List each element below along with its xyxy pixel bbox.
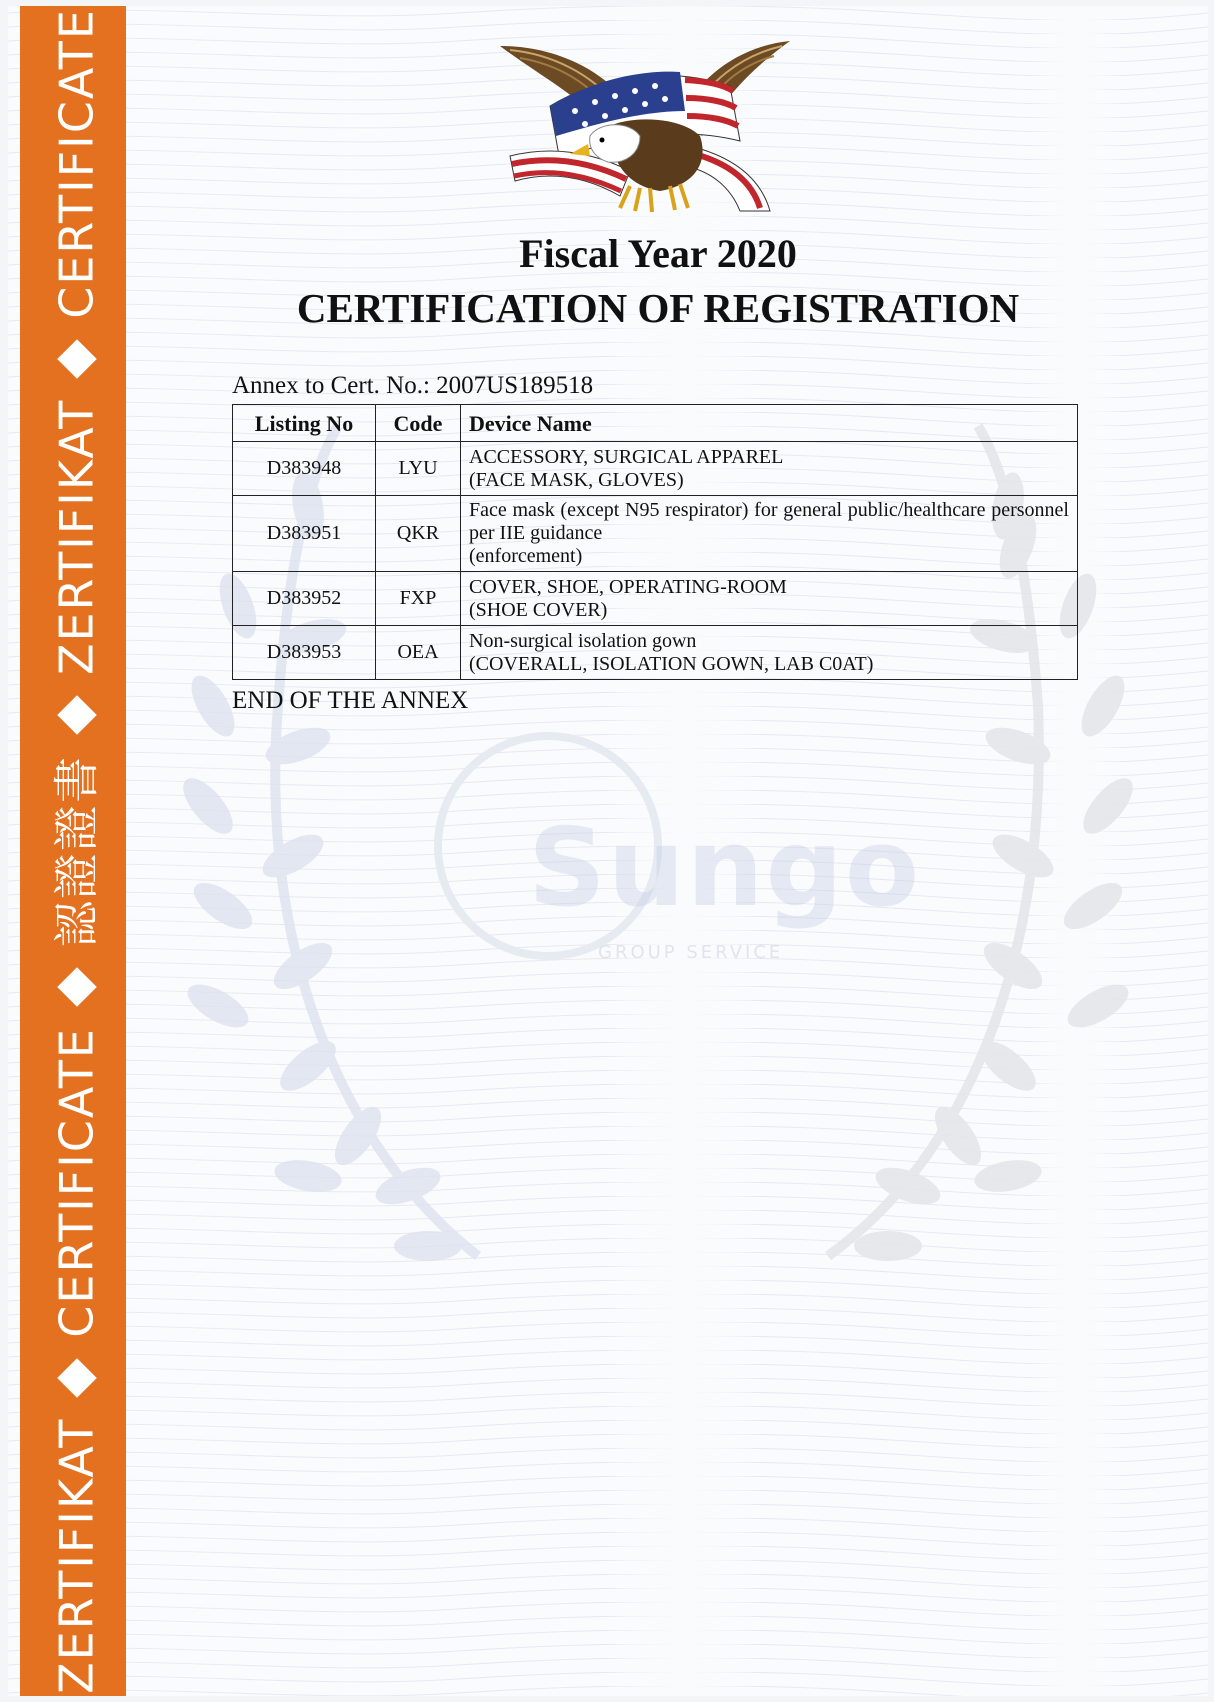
code-cell: QKR	[376, 496, 461, 572]
side-band-segment: CERTIFICATE	[49, 1027, 104, 1338]
certificate-title: CERTIFICATION OF REGISTRATION	[296, 285, 1020, 331]
table-row	[233, 626, 1078, 680]
table-row	[233, 496, 1078, 572]
listing-no-cell: D383953	[233, 626, 376, 680]
diamond-icon	[57, 339, 97, 379]
side-band-text	[43, 6, 103, 1696]
device-name-cell	[461, 496, 1078, 572]
certificate-side-band	[20, 6, 126, 1696]
device-listing-table	[232, 404, 1078, 680]
device-name-line: (COVERALL, ISOLATION GOWN, LAB C0AT)	[469, 652, 874, 675]
listing-no-cell: D383948	[233, 442, 376, 496]
code-cell: FXP	[376, 572, 461, 626]
code-cell: OEA	[376, 626, 461, 680]
side-band-segment: ZERTIFIKAT	[49, 1417, 104, 1694]
listing-no-cell: D383952	[233, 572, 376, 626]
device-name-cell	[461, 442, 1078, 496]
listing-no-cell: D383951	[233, 496, 376, 572]
table-header-row	[233, 405, 1078, 442]
watermark-logo-subtext: GROUP SERVICE	[598, 942, 784, 963]
column-header-device-name: Device Name	[461, 405, 1078, 442]
diamond-icon	[57, 967, 97, 1007]
side-band-segment-clipped: IFICATE	[49, 8, 104, 193]
table-row	[233, 572, 1078, 626]
side-band-segment: 認證證書	[49, 755, 104, 948]
side-band-segment: ZERTIFIKAT	[49, 398, 104, 676]
device-name-line: (SHOE COVER)	[469, 598, 608, 621]
fiscal-year-title: Fiscal Year 2020	[519, 231, 797, 276]
side-band-segment: CERT	[49, 192, 104, 319]
watermark-logo-text: Sungo	[528, 806, 922, 931]
device-name-cell	[461, 626, 1078, 680]
certificate-page	[8, 6, 1208, 1696]
diamond-icon	[57, 1358, 97, 1398]
end-of-annex-label: END OF THE ANNEX	[232, 687, 469, 714]
eagle-with-us-flag-emblem	[490, 36, 800, 216]
table-row	[233, 442, 1078, 496]
column-header-code: Code	[376, 405, 461, 442]
annex-certificate-number: Annex to Cert. No.: 2007US189518	[232, 372, 594, 399]
code-cell: LYU	[376, 442, 461, 496]
device-name-line: COVER, SHOE, OPERATING-ROOM	[469, 575, 787, 598]
device-name-line: Face mask (except N95 respirator) for general public/healthcare personnel per IIE guidance	[469, 499, 1069, 544]
column-header-listing-no: Listing No	[233, 405, 376, 442]
device-name-cell	[461, 572, 1078, 626]
diamond-icon	[57, 695, 97, 735]
device-name-line: (enforcement)	[469, 545, 583, 567]
device-name-line: Non-surgical isolation gown	[469, 629, 697, 652]
device-name-line: ACCESSORY, SURGICAL APPAREL	[469, 445, 784, 468]
device-name-line: (FACE MASK, GLOVES)	[469, 468, 684, 491]
